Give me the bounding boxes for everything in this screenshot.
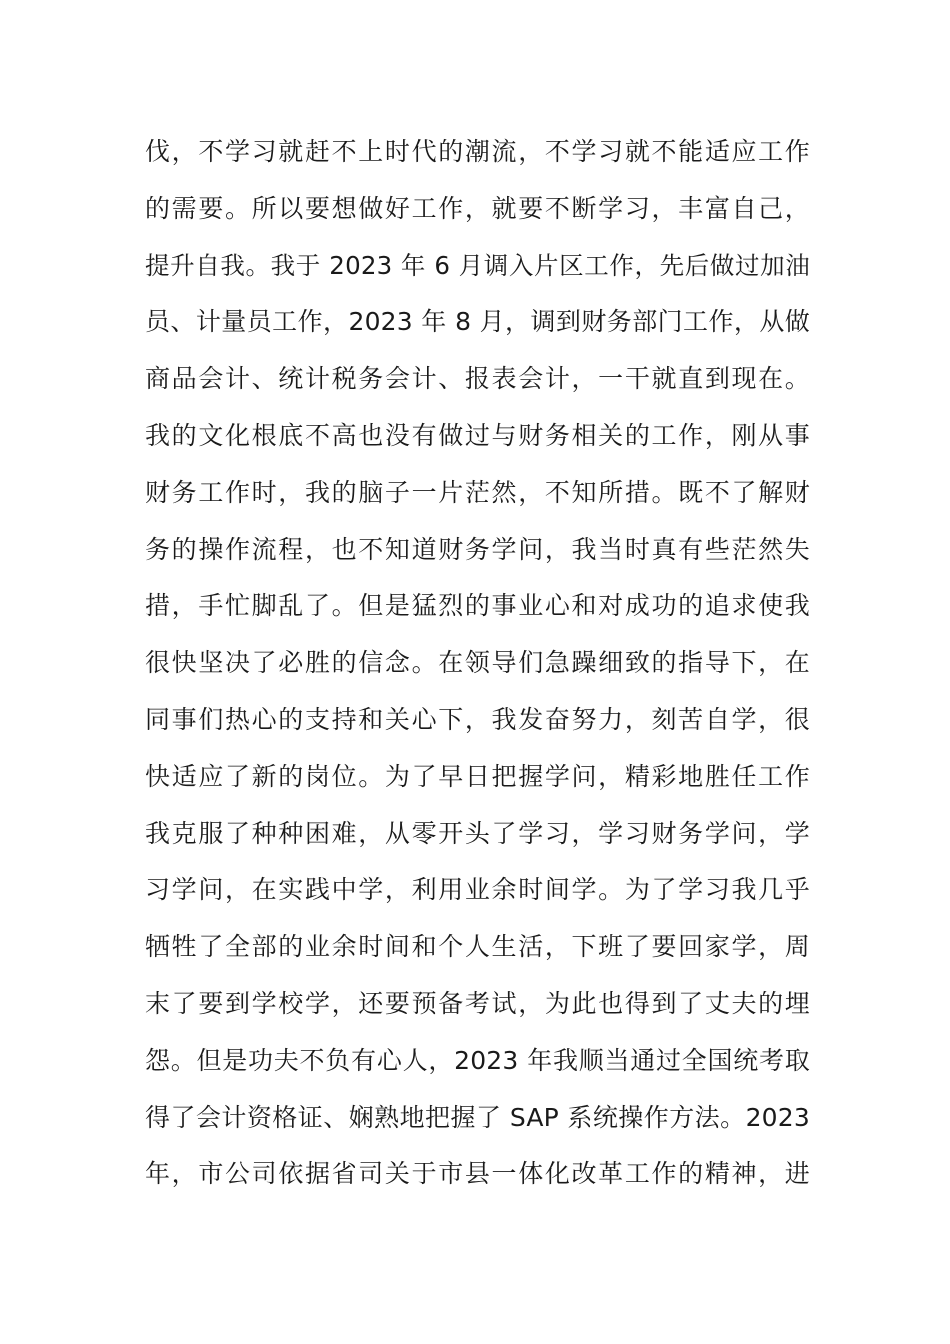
text-line: 的需要。所以要想做好工作，就要不断学习，丰富自己， [145,193,810,223]
text-line: 商品会计、统计税务会计、报表会计，一干就直到现在。 [145,364,810,394]
text-line: 务的操作流程，也不知道财务学问，我当时真有些茫然失 [145,534,810,564]
text-line: 我的文化根底不高也没有做过与财务相关的工作，刚从事 [145,420,810,450]
body-text [145,124,810,1203]
text-line: 提升自我。我于 2023 年 6 月调入片区工作，先后做过加油 [145,250,810,280]
text-line: 怨。但是功夫不负有心人，2023 年我顺当通过全国统考取 [145,1045,810,1075]
text-line: 很快坚决了必胜的信念。在领导们急躁细致的指导下，在 [145,648,810,678]
text-line: 我克服了种种困难，从零开头了学习，学习财务学问，学 [145,818,810,848]
text-line: 员、计量员工作，2023 年 8 月，调到财务部门工作，从做 [145,307,810,337]
text-line: 同事们热心的支持和关心下，我发奋努力，刻苦自学，很 [145,704,810,734]
text-line: 习学问，在实践中学，利用业余时间学。为了学习我几乎 [145,875,810,905]
text-line: 快适应了新的岗位。为了早日把握学问，精彩地胜任工作 [145,761,810,791]
text-line: 牺牲了全部的业余时间和个人生活，下班了要回家学，周 [145,932,810,962]
text-line: 措，手忙脚乱了。但是猛烈的事业心和对成功的追求使我 [145,591,810,621]
text-line: 末了要到学校学，还要预备考试，为此也得到了丈夫的埋 [145,988,810,1018]
text-line: 年，市公司依据省司关于市县一体化改革工作的精神，进 [145,1159,810,1189]
text-line: 伐，不学习就赶不上时代的潮流，不学习就不能适应工作 [145,137,810,166]
text-line: 得了会计资格证、娴熟地把握了 SAP 系统操作方法。2023 [145,1102,810,1132]
text-line: 财务工作时，我的脑子一片茫然，不知所措。既不了解财 [145,477,810,507]
